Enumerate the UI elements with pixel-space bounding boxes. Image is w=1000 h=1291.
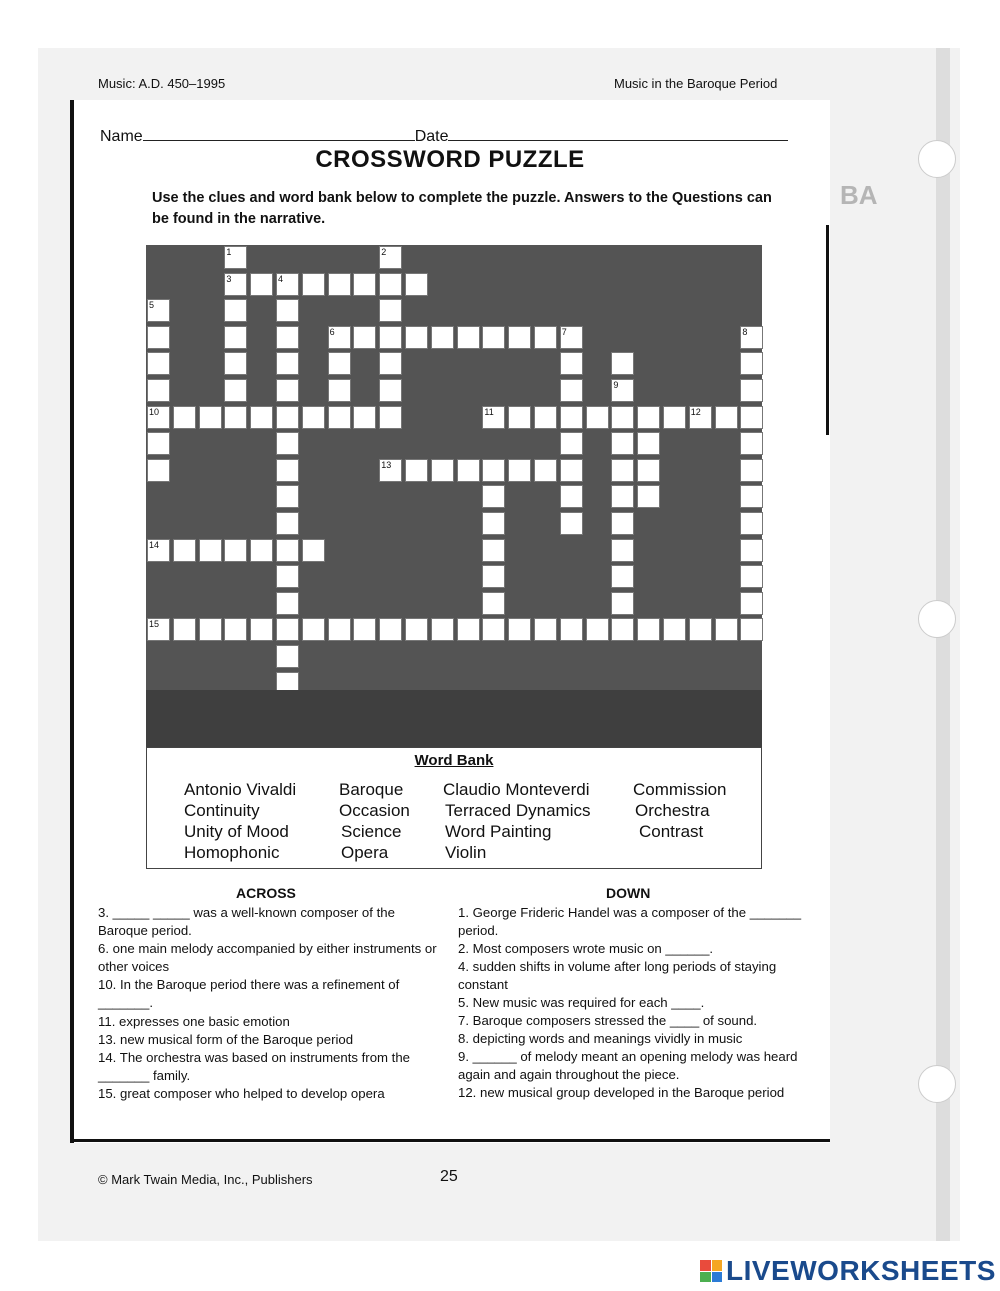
- across-clue: 3. _____ _____ was a well-known composer of the Baroque period.: [98, 905, 395, 938]
- word-bank-item: Claudio Monteverdi: [443, 780, 590, 799]
- word-bank-item: Homophonic: [184, 843, 280, 862]
- word-bank-item: Continuity: [184, 801, 260, 820]
- grid-cell[interactable]: [637, 406, 660, 429]
- grid-cell[interactable]: [379, 273, 402, 296]
- grid-cell-numbered[interactable]: 12: [689, 406, 712, 429]
- grid-cell[interactable]: [560, 485, 583, 508]
- grid-cell[interactable]: [740, 379, 763, 402]
- grid-cell[interactable]: [560, 512, 583, 535]
- grid-cell[interactable]: [199, 406, 222, 429]
- word-bank-item: Commission: [633, 780, 727, 799]
- grid-cell[interactable]: [405, 618, 428, 641]
- across-clue: 15. great composer who helped to develop opera: [98, 1086, 385, 1101]
- grid-cell[interactable]: [508, 459, 531, 482]
- liveworksheets-logo-icon: [700, 1260, 722, 1282]
- grid-cell[interactable]: [689, 618, 712, 641]
- grid-cell[interactable]: [224, 379, 247, 402]
- grid-cell[interactable]: [302, 406, 325, 429]
- grid-cell[interactable]: [353, 273, 376, 296]
- grid-cell[interactable]: [276, 565, 299, 588]
- name-label: Name: [100, 128, 143, 145]
- grid-cell[interactable]: [715, 406, 738, 429]
- grid-cell[interactable]: [250, 273, 273, 296]
- grid-cell-numbered[interactable]: 9: [611, 379, 634, 402]
- down-clue: 9. ______ of melody meant an opening melody was heard again and again throughout the piece.: [458, 1049, 798, 1082]
- grid-cell[interactable]: [508, 618, 531, 641]
- grid-cell[interactable]: [457, 459, 480, 482]
- grid-cell[interactable]: [482, 592, 505, 615]
- grid-cell[interactable]: [560, 379, 583, 402]
- grid-cell[interactable]: [611, 432, 634, 455]
- down-clue: 1. George Frideric Handel was a composer of the _______ period.: [458, 905, 802, 938]
- down-heading: DOWN: [606, 885, 651, 901]
- across-clue: 11. expresses one basic emotion: [98, 1014, 290, 1029]
- grid-cell[interactable]: [740, 485, 763, 508]
- grid-cell[interactable]: [637, 432, 660, 455]
- grid-cell[interactable]: [328, 352, 351, 375]
- grid-cell[interactable]: [534, 459, 557, 482]
- grid-cell-numbered[interactable]: 14: [147, 539, 170, 562]
- grid-cell-numbered[interactable]: 10: [147, 406, 170, 429]
- grid-cell-numbered[interactable]: 3: [224, 273, 247, 296]
- grid-cell[interactable]: [508, 326, 531, 349]
- bleed-through-title-2: BA: [840, 180, 878, 210]
- grid-cell[interactable]: [250, 406, 273, 429]
- grid-cell[interactable]: [405, 326, 428, 349]
- grid-cell[interactable]: [482, 565, 505, 588]
- name-field[interactable]: [143, 126, 415, 141]
- grid-cell[interactable]: [379, 406, 402, 429]
- grid-cell[interactable]: [276, 645, 299, 668]
- grid-cell[interactable]: [276, 539, 299, 562]
- grid-cell[interactable]: [740, 459, 763, 482]
- word-bank-item: Occasion: [339, 801, 410, 820]
- down-clue: 5. New music was required for each ____.: [458, 995, 705, 1010]
- grid-cell[interactable]: [482, 618, 505, 641]
- word-bank-item: Terraced Dynamics: [445, 801, 591, 820]
- page-number: 25: [440, 1168, 458, 1185]
- word-bank-item: Contrast: [639, 822, 704, 841]
- liveworksheets-brand: [700, 1255, 996, 1287]
- grid-cell-numbered[interactable]: 2: [379, 246, 402, 269]
- grid-cell[interactable]: [482, 512, 505, 535]
- grid-cell-numbered[interactable]: 15: [147, 618, 170, 641]
- grid-cell[interactable]: [560, 432, 583, 455]
- word-bank-item: Baroque: [339, 780, 404, 799]
- grid-cell[interactable]: [586, 618, 609, 641]
- grid-cell[interactable]: [199, 539, 222, 562]
- down-clue: 8. depicting words and meanings vividly in music: [458, 1031, 743, 1046]
- grid-cell[interactable]: [457, 326, 480, 349]
- word-bank-item: Unity of Mood: [184, 822, 289, 841]
- grid-cell[interactable]: [611, 406, 634, 429]
- word-bank-item: Antonio Vivaldi: [184, 780, 297, 799]
- grid-cell[interactable]: [431, 618, 454, 641]
- page-border-right: [826, 225, 829, 435]
- grid-cell[interactable]: [276, 326, 299, 349]
- grid-cell[interactable]: [740, 592, 763, 615]
- grid-cell[interactable]: [611, 352, 634, 375]
- grid-cell[interactable]: [457, 618, 480, 641]
- grid-cell[interactable]: [147, 352, 170, 375]
- grid-cell[interactable]: [740, 565, 763, 588]
- grid-cell[interactable]: [250, 539, 273, 562]
- grid-cell[interactable]: [328, 379, 351, 402]
- binder-hole-icon: [918, 1065, 956, 1103]
- grid-cell[interactable]: [740, 432, 763, 455]
- grid-cell[interactable]: [482, 485, 505, 508]
- page-border-bottom: [70, 1139, 830, 1142]
- binder-hole-icon: [918, 600, 956, 638]
- grid-cell[interactable]: [224, 299, 247, 322]
- word-bank-item: Violin: [445, 843, 487, 862]
- grid-cell-numbered[interactable]: 13: [379, 459, 402, 482]
- grid-cell[interactable]: [353, 618, 376, 641]
- grid-cell[interactable]: [534, 618, 557, 641]
- grid-bottom-band: [146, 690, 762, 747]
- grid-cell[interactable]: [224, 618, 247, 641]
- grid-cell[interactable]: [740, 406, 763, 429]
- grid-cell[interactable]: [173, 618, 196, 641]
- grid-cell[interactable]: [328, 273, 351, 296]
- grid-cell[interactable]: [224, 406, 247, 429]
- grid-cell[interactable]: [405, 273, 428, 296]
- across-clue: 6. one main melody accompanied by either instruments or other voices: [98, 941, 437, 974]
- grid-cell[interactable]: [740, 512, 763, 535]
- grid-cell[interactable]: [611, 459, 634, 482]
- grid-cell[interactable]: [740, 539, 763, 562]
- date-field[interactable]: [448, 126, 788, 141]
- grid-cell-numbered[interactable]: 11: [482, 406, 505, 429]
- grid-cell[interactable]: [276, 379, 299, 402]
- liveworksheets-wordmark: LIVEWORKSHEETS: [726, 1255, 996, 1286]
- grid-cell[interactable]: [611, 485, 634, 508]
- grid-cell[interactable]: [328, 406, 351, 429]
- crossword-grid: [146, 245, 762, 747]
- grid-cell[interactable]: [147, 379, 170, 402]
- word-bank-item: Word Painting: [445, 822, 552, 841]
- header-right: Music in the Baroque Period: [614, 76, 778, 91]
- grid-cell-numbered[interactable]: 7: [560, 326, 583, 349]
- down-clue: 4. sudden shifts in volume after long periods of staying constant: [458, 959, 777, 992]
- grid-cell[interactable]: [224, 352, 247, 375]
- grid-cell-numbered[interactable]: 4: [276, 273, 299, 296]
- down-clue: 12. new musical group developed in the Baroque period: [458, 1085, 785, 1100]
- grid-cell[interactable]: [379, 379, 402, 402]
- grid-cell[interactable]: [637, 618, 660, 641]
- grid-cell[interactable]: [663, 618, 686, 641]
- grid-cell[interactable]: [379, 299, 402, 322]
- header-left: Music: A.D. 450–1995: [98, 76, 226, 91]
- grid-cell[interactable]: [224, 539, 247, 562]
- binder-hole-icon: [918, 140, 956, 178]
- page-border-left: [70, 100, 74, 1143]
- grid-cell[interactable]: [405, 459, 428, 482]
- grid-cell[interactable]: [173, 406, 196, 429]
- grid-cell[interactable]: [586, 406, 609, 429]
- grid-cell[interactable]: [560, 618, 583, 641]
- grid-cell[interactable]: [302, 618, 325, 641]
- grid-cell[interactable]: [534, 406, 557, 429]
- grid-cell[interactable]: [637, 485, 660, 508]
- down-clue: 2. Most composers wrote music on ______.: [458, 941, 714, 956]
- grid-cell[interactable]: [276, 432, 299, 455]
- grid-cell[interactable]: [302, 273, 325, 296]
- grid-cell-numbered[interactable]: 5: [147, 299, 170, 322]
- grid-cell[interactable]: [147, 326, 170, 349]
- grid-cell[interactable]: [276, 592, 299, 615]
- grid-cell[interactable]: [611, 539, 634, 562]
- page-title: CROSSWORD PUZZLE: [315, 146, 585, 173]
- grid-cell[interactable]: [560, 406, 583, 429]
- down-clue: 7. Baroque composers stressed the ____ of sound.: [458, 1013, 758, 1028]
- grid-cell-numbered[interactable]: 1: [224, 246, 247, 269]
- grid-cell[interactable]: [224, 326, 247, 349]
- grid-cell[interactable]: [276, 459, 299, 482]
- instructions: Use the clues and word bank below to complete the puzzle. Answers to the Questions can be found in the narrative.: [152, 190, 772, 227]
- grid-cell[interactable]: [276, 299, 299, 322]
- grid-cell-numbered[interactable]: 8: [740, 326, 763, 349]
- page-edge: [936, 48, 950, 1241]
- grid-cell[interactable]: [302, 539, 325, 562]
- grid-cell[interactable]: [431, 459, 454, 482]
- grid-cell[interactable]: [276, 512, 299, 535]
- grid-cell-numbered[interactable]: 6: [328, 326, 351, 349]
- grid-cell[interactable]: [508, 406, 531, 429]
- grid-cell[interactable]: [740, 352, 763, 375]
- grid-cell[interactable]: [353, 326, 376, 349]
- grid-cell[interactable]: [276, 485, 299, 508]
- grid-cell[interactable]: [482, 326, 505, 349]
- across-heading: ACROSS: [236, 885, 296, 901]
- publisher-credit: © Mark Twain Media, Inc., Publishers: [98, 1172, 313, 1187]
- date-label: Date: [414, 128, 449, 145]
- across-clue: 13. new musical form of the Baroque period: [98, 1032, 354, 1047]
- grid-cell[interactable]: [147, 459, 170, 482]
- word-bank-item: Orchestra: [635, 801, 710, 820]
- grid-cell[interactable]: [379, 618, 402, 641]
- grid-cell[interactable]: [611, 512, 634, 535]
- grid-cell[interactable]: [482, 459, 505, 482]
- grid-cell[interactable]: [276, 406, 299, 429]
- word-bank: [146, 747, 762, 869]
- grid-cell[interactable]: [353, 406, 376, 429]
- across-clue: 14. The orchestra was based on instruments from the _______ family.: [98, 1050, 411, 1083]
- word-bank-item: Opera: [341, 843, 389, 862]
- grid-cell[interactable]: [560, 352, 583, 375]
- grid-cell[interactable]: [147, 432, 170, 455]
- grid-cell[interactable]: [276, 618, 299, 641]
- grid-cell[interactable]: [199, 618, 222, 641]
- grid-cell[interactable]: [611, 565, 634, 588]
- grid-cell[interactable]: [663, 406, 686, 429]
- grid-cell[interactable]: [328, 618, 351, 641]
- grid-cell[interactable]: [482, 539, 505, 562]
- grid-cell[interactable]: [534, 326, 557, 349]
- grid-cell[interactable]: [431, 326, 454, 349]
- word-bank-title: Word Bank: [414, 752, 494, 769]
- grid-cell[interactable]: [740, 618, 763, 641]
- grid-cell[interactable]: [379, 326, 402, 349]
- grid-cell[interactable]: [276, 352, 299, 375]
- grid-cell[interactable]: [250, 618, 273, 641]
- grid-cell[interactable]: [611, 618, 634, 641]
- grid-cell[interactable]: [379, 352, 402, 375]
- grid-cell[interactable]: [637, 459, 660, 482]
- grid-cell[interactable]: [173, 539, 196, 562]
- grid-cell[interactable]: [560, 459, 583, 482]
- word-bank-item: Science: [341, 822, 402, 841]
- name-date-row: [100, 126, 788, 146]
- across-clue: 10. In the Baroque period there was a refinement of _______.: [98, 977, 400, 1010]
- grid-cell[interactable]: [611, 592, 634, 615]
- grid-cell[interactable]: [715, 618, 738, 641]
